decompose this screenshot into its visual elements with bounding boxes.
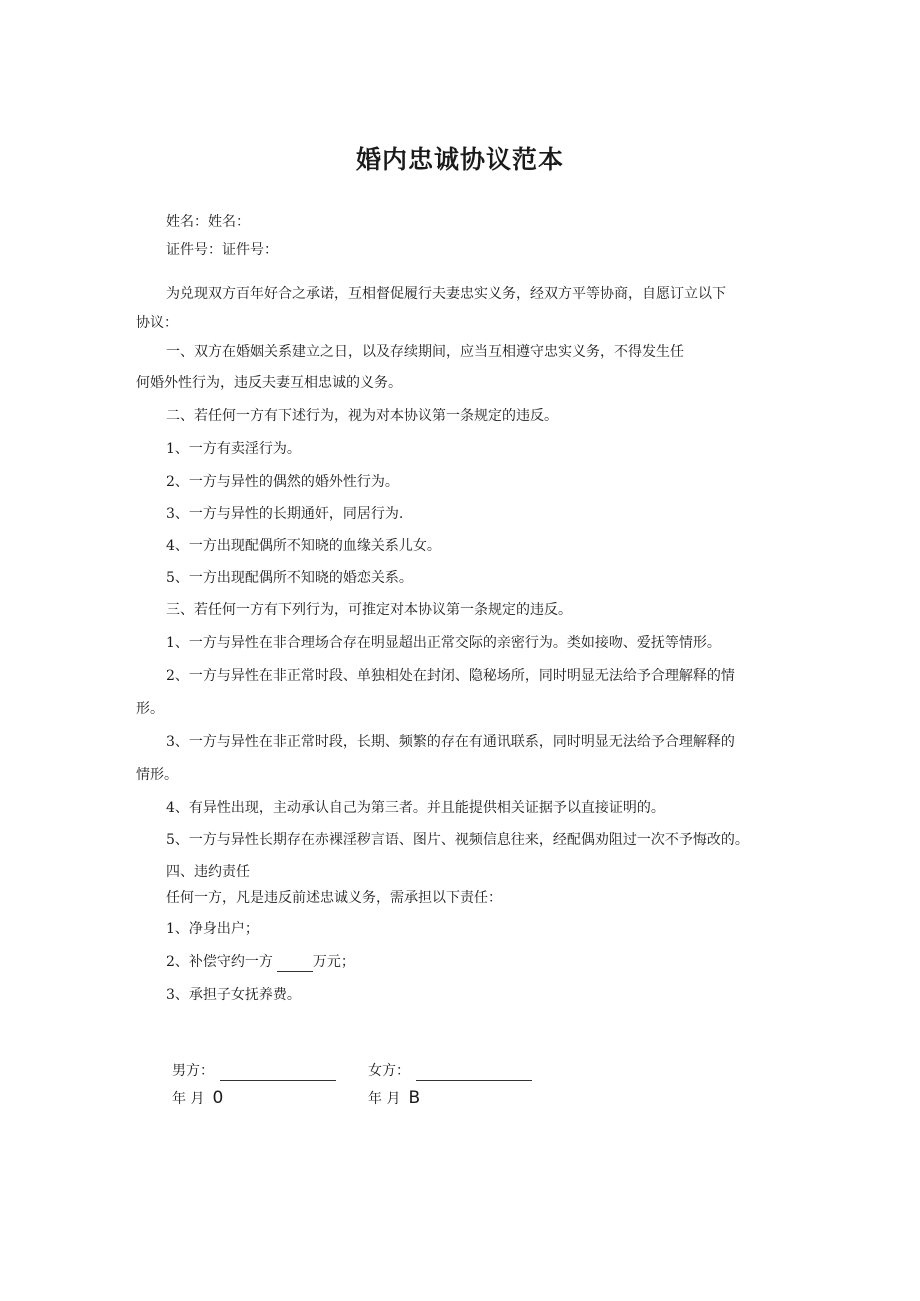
male-date-value: 0 (212, 1088, 224, 1108)
article4-item-2-suffix: 万元； (312, 954, 355, 970)
article2-heading: 二、若任何一方有下述行为，视为对本协议第一条规定的违反。 (166, 408, 558, 424)
compensation-amount-blank[interactable] (277, 957, 313, 972)
article4-item-2 (166, 952, 355, 972)
name-line: 姓名：姓名： (166, 214, 250, 230)
article3-item-2-line-1: 2、一方与异性在非正常时段、单独相处在封闭、隐秘场所，同时明显无法给予合理解释的情 (166, 668, 735, 684)
article4-item-2-prefix: 2、补偿守约一方 (166, 954, 273, 970)
article2-item-1: 1、一方有卖淫行为。 (166, 441, 301, 457)
article3-item-4: 4、有异性出现，主动承认自己为第三者。并且能提供相关证据予以直接证明的。 (166, 800, 665, 816)
male-signature-row (172, 1061, 336, 1081)
female-date-label: 年 月 (368, 1091, 401, 1107)
male-date-label: 年 月 (172, 1091, 205, 1107)
article3-item-1: 1、一方与异性在非合理场合存在明显超出正常交际的亲密行为。类如接吻、爱抚等情形。 (166, 635, 721, 651)
article1-line-2: 何婚外性行为，违反夫妻互相忠诚的义务。 (136, 375, 402, 391)
document-title: 婚内忠诚协议范本 (355, 145, 564, 174)
article4-item-1: 1、净身出户； (166, 921, 259, 937)
female-signature-blank[interactable] (416, 1066, 532, 1081)
intro-line-1: 为兑现双方百年好合之承诺，互相督促履行夫妻忠实义务，经双方平等协商，自愿订立以下 (166, 286, 726, 302)
article2-item-3: 3、一方与异性的长期通奸，同居行为. (166, 506, 404, 522)
male-signature-blank[interactable] (220, 1066, 336, 1081)
article3-item-5: 5、一方与异性长期存在赤裸淫秽言语、图片、视频信息往来，经配偶劝阻过一次不予悔改的。 (166, 832, 749, 848)
female-date-value: B (408, 1088, 421, 1108)
article4-intro: 任何一方，凡是违反前述忠诚义务，需承担以下责任： (166, 890, 502, 906)
article2-item-5: 5、一方出现配偶所不知晓的婚恋关系。 (166, 570, 413, 586)
female-label: 女方： (368, 1063, 410, 1079)
article3-heading: 三、若任何一方有下列行为，可推定对本协议第一条规定的违反。 (166, 602, 572, 618)
female-signature-row (368, 1061, 532, 1081)
female-date-row (368, 1088, 420, 1109)
article3-item-2-line-2: 形。 (136, 701, 164, 717)
article3-item-3-line-2: 情形。 (136, 767, 178, 783)
article4-heading: 四、违约责任 (166, 864, 250, 880)
article3-item-3-line-1: 3、一方与异性在非正常时段，长期、频繁的存在有通讯联系，同时明显无法给予合理解释的 (166, 734, 735, 750)
intro-line-2: 协议： (136, 315, 178, 331)
article2-item-2: 2、一方与异性的偶然的婚外性行为。 (166, 474, 399, 490)
article4-item-3: 3、承担子女抚养费。 (166, 987, 301, 1003)
article1-line-1: 一、双方在婚姻关系建立之日，以及存续期间，应当互相遵守忠实义务，不得发生任 (166, 344, 684, 360)
male-date-row (172, 1088, 223, 1109)
male-label: 男方： (172, 1063, 214, 1079)
id-line: 证件号：证件号： (166, 242, 278, 258)
article2-item-4: 4、一方出现配偶所不知晓的血缘关系儿女。 (166, 538, 441, 554)
